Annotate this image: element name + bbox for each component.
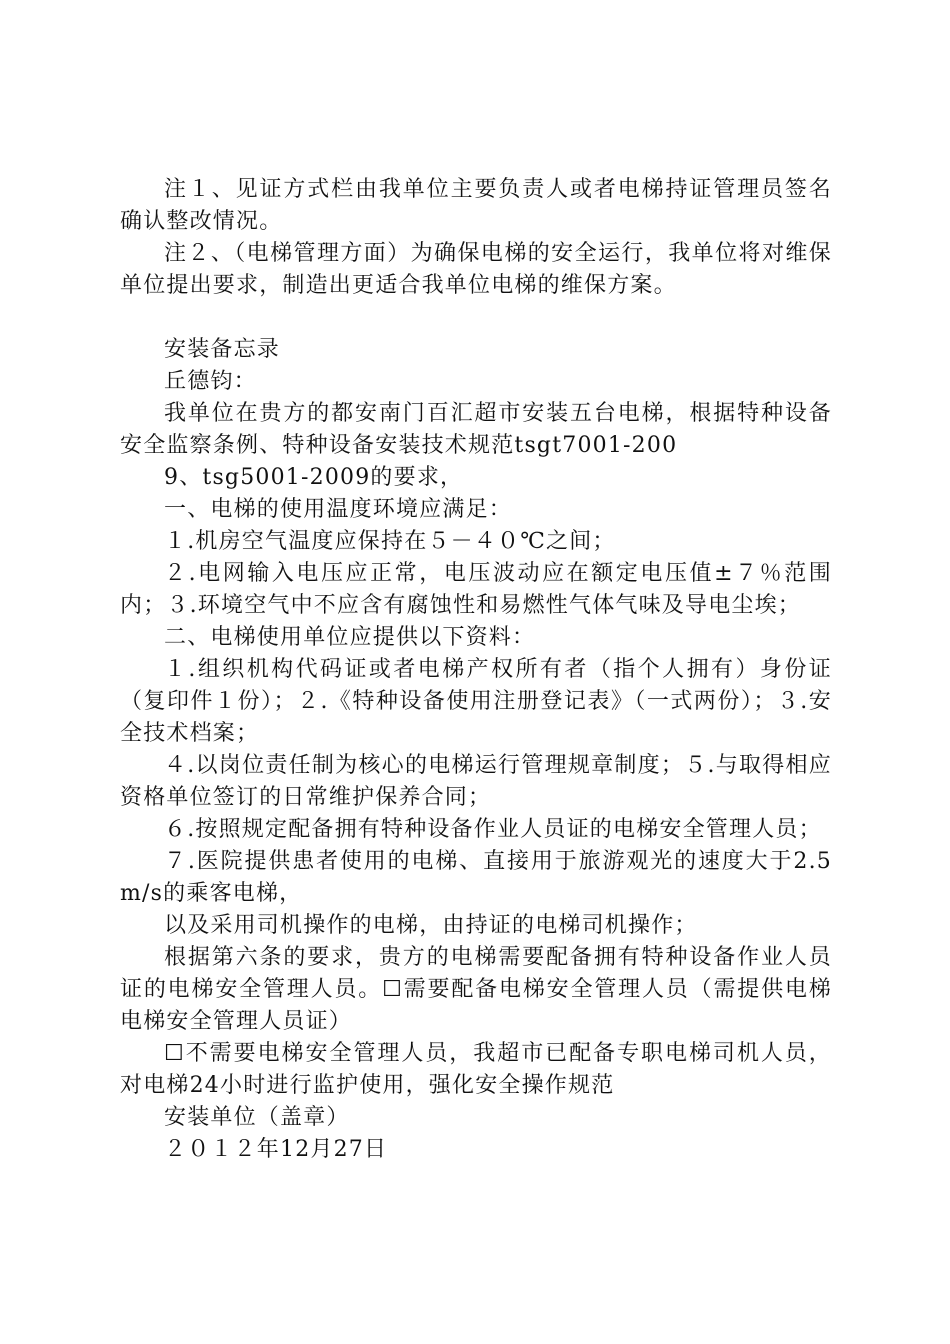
memo-paragraph: ☐不需要电梯安全管理人员，我超市已配备专职电梯司机人员，对电梯24小时进行监护使用，强化安全操作规范: [120, 1041, 832, 1098]
section-gap: [120, 302, 832, 334]
memo-paragraph: 我单位在贵方的都安南门百汇超市安装五台电梯，根据特种设备安全监察条例、特种设备安装技术规范tsgt7001-200: [120, 401, 832, 458]
memo-paragraph: ４.以岗位责任制为核心的电梯运行管理规章制度；５.与取得相应资格单位签订的日常维护保养合同；: [120, 753, 832, 810]
memo-paragraph: 一、电梯的使用温度环境应满足：: [164, 497, 513, 522]
memo-paragraph: ７.医院提供患者使用的电梯、直接用于旅游观光的速度大于2.5m/s的乘客电梯，: [120, 849, 832, 906]
memo-paragraph: ６.按照规定配备拥有特种设备作业人员证的电梯安全管理人员；: [164, 817, 822, 842]
memo-paragraph: 根据第六条的要求，贵方的电梯需要配备拥有特种设备作业人员证的电梯安全管理人员。☐需要配备电梯安全管理人员（需提供电梯电梯安全管理人员证）: [120, 945, 832, 1034]
memo-signature: 安装单位（盖章）: [164, 1105, 350, 1130]
note-2: 注２、（电梯管理方面）为确保电梯的安全运行，我单位将对维保单位提出要求，制造出更适合我单位电梯的维保方案。: [120, 241, 832, 298]
memo-addressee: 丘德钧：: [164, 369, 257, 394]
memo-paragraph: １.组织机构代码证或者电梯产权所有者（指个人拥有）身份证（复印件１份）；２.《特种设备使用注册登记表》（一式两份）；３.安全技术档案；: [120, 657, 832, 746]
document-body: [120, 174, 832, 1166]
memo-title: 安装备忘录: [164, 337, 281, 362]
memo-paragraph: 二、电梯使用单位应提供以下资料：: [164, 625, 536, 650]
memo-date: ２０１２年12月27日: [164, 1137, 388, 1162]
note-1: 注１、见证方式栏由我单位主要负责人或者电梯持证管理员签名确认整改情况。: [120, 177, 832, 234]
memo-paragraph: 9、tsg5001-2009的要求，: [164, 465, 464, 490]
memo-paragraph: １.机房空气温度应保持在５－４０℃之间；: [164, 529, 616, 554]
memo-paragraph: ２.电网输入电压应正常，电压波动应在额定电压值±７％范围内；３.环境空气中不应含有腐蚀性和易燃性气体气味及导电尘埃；: [120, 561, 832, 618]
memo-paragraph: 以及采用司机操作的电梯，由持证的电梯司机操作；: [164, 913, 698, 938]
